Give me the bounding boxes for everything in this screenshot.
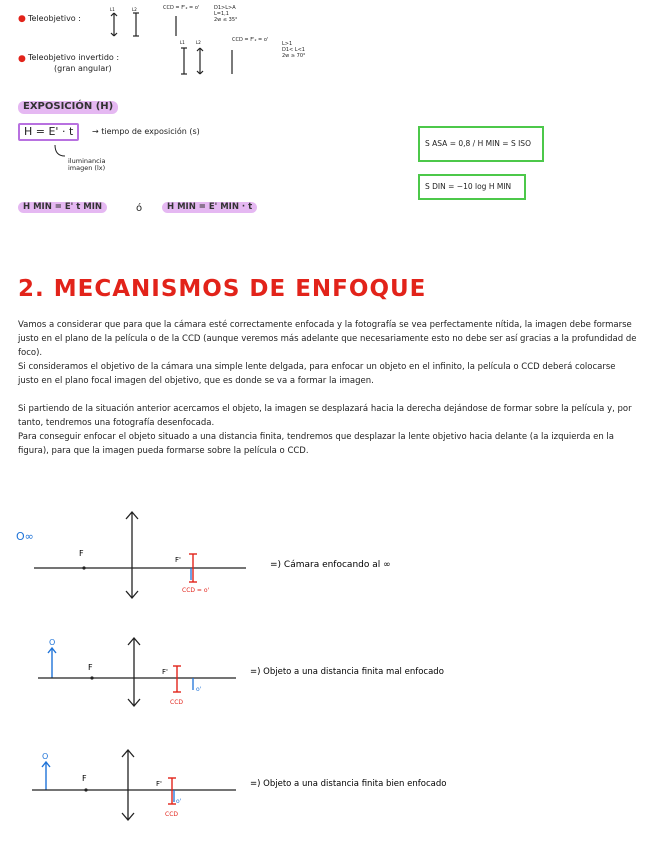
or-label: ó	[136, 203, 143, 214]
image-focus-label: F'	[175, 556, 181, 564]
focus-label: F	[79, 549, 84, 558]
teleobjetivo-invertido-axis-l2: L2	[196, 40, 201, 45]
section-body	[18, 318, 638, 458]
hmin-left-formula: H MIN = E' t MIN	[18, 202, 107, 213]
teleobjetivo-invertido-sublabel: (gran angular)	[54, 64, 112, 73]
bullet-icon: ●	[18, 54, 26, 64]
iluminancia-arrow	[52, 144, 68, 160]
teleobjetivo-formula: CCD = F'₂ = o'	[163, 5, 200, 11]
lens-icon	[126, 512, 138, 598]
teleobjetivo-invertido-conditions: L>1 D1< L<1 2w ≥ 70°	[282, 41, 306, 59]
note-teleobjetivo-invertido	[18, 34, 358, 84]
hmin-right-formula: H MIN = E' MIN · t	[162, 202, 257, 213]
image-label: o'	[176, 798, 182, 805]
diagram-finite-focused	[0, 746, 656, 826]
ccd-label: CCD	[165, 811, 178, 818]
teleobjetivo-invertido-label: Teleobjetivo invertido :	[28, 53, 120, 62]
image-label: o'	[196, 686, 202, 693]
object-infinity-label: O∞	[16, 530, 34, 543]
ccd-sensor	[173, 666, 181, 692]
image-focus-label: F'	[156, 780, 162, 788]
diagram-finite-unfocused	[0, 634, 656, 714]
focus-point	[90, 676, 93, 679]
lens-icon	[122, 750, 134, 820]
ccd-sensor	[168, 778, 176, 804]
focus-label: F	[82, 774, 87, 783]
teleobjetivo-invertido-formula: CCD = F'₂ = o'	[232, 37, 269, 43]
exposicion-title: EXPOSICIÓN (H)	[18, 101, 118, 114]
ccd-label: CCD	[170, 699, 183, 706]
teleobjetivo-axis-l1: L1	[110, 7, 115, 12]
object-label: O	[49, 638, 56, 647]
bullet-icon: ●	[18, 14, 26, 24]
diagram-caption: =) Objeto a una distancia finita bien enfocado	[250, 779, 447, 789]
focus-point	[84, 788, 87, 791]
iluminancia-note: iluminancia imagen (lx)	[68, 157, 106, 173]
teleobjetivo-axis-l2: L2	[132, 7, 137, 12]
exposicion-arrow-note: → tiempo de exposición (s)	[92, 127, 200, 136]
ccd-label: CCD = o'	[182, 587, 210, 594]
focus-point	[82, 566, 85, 569]
object-label: O	[42, 752, 49, 761]
focus-label: F	[88, 663, 93, 672]
image-focus-label: F'	[162, 668, 168, 676]
teleobjetivo-label: Teleobjetivo :	[28, 14, 81, 23]
paragraph: Si consideramos el objetivo de la cámara una simple lente delgada, para enfocar un objeto en el infinito, la película o CCD deberá colocarse justo en el plano focal imagen del objetivo, que es donde se va a formar la imagen.	[18, 362, 616, 386]
diagram-caption: =) Objeto a una distancia finita mal enfocado	[250, 667, 444, 677]
diagram-caption: =) Cámara enfocando al ∞	[270, 560, 391, 570]
lens-icon	[128, 638, 140, 706]
diagram-focus-infinity	[0, 506, 656, 606]
section-heading: 2. MECANISMOS DE ENFOQUE	[18, 276, 427, 302]
exposicion-formula-box: H = E' · t	[18, 123, 79, 141]
teleobjetivo-invertido-axis-l1: L1	[180, 40, 185, 45]
din-formula-box: S DIN = −10 log H MIN	[418, 174, 526, 200]
paragraph: Vamos a considerar que para que la cámara esté correctamente enfocada y la fotografía se vea perfectamente nítida, la imagen debe formarse justo en el plano de la película o de la CCD (aunque veremos más adelante que necesariamente esto no debe ser así gracias a la profundidad de foco).	[18, 320, 637, 358]
asa-formula-box: S ASA = 0,8 / H MIN = S ISO	[418, 126, 544, 162]
paragraph: Para conseguir enfocar el objeto situado a una distancia finita, tendremos que desplazar la lente objetivo hacia delante (a la izquierda en la figura), para que la imagen pueda formarse sobre la película o CCD.	[18, 432, 614, 456]
paragraph: Si partiendo de la situación anterior acercamos el objeto, la imagen se desplazará hacia la derecha dejándose de formar sobre la película y, por tanto, tendremos una fotografía desenfocada.	[18, 404, 632, 428]
teleobjetivo-conditions: D1>L>A L=1,1 2w ≤ 35°	[214, 5, 238, 23]
